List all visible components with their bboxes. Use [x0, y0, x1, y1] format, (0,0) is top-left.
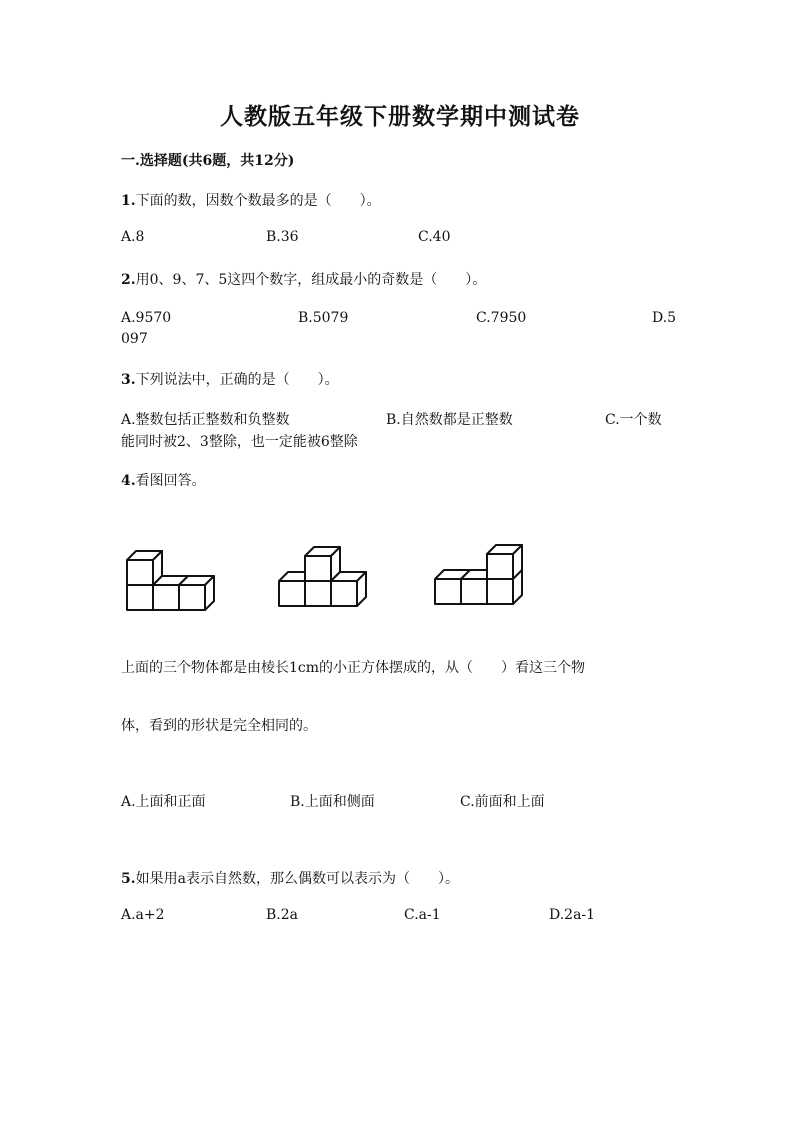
question-text: 用0、9、7、5这四个数字，组成最小的奇数是（ ）。: [135, 272, 487, 288]
question-1: [121, 190, 381, 210]
q1-option-c: C.40: [418, 229, 451, 245]
q2-option-a: A.9570: [121, 310, 172, 326]
cube-figure-1: [127, 551, 214, 610]
q5-option-d: D.2a-1: [549, 907, 596, 923]
question-number: 1.: [121, 193, 136, 209]
q5-option-c: C.a-1: [404, 907, 441, 923]
question-text: 下面的数，因数个数最多的是（ ）。: [135, 193, 381, 209]
q5-option-b: B.2a: [266, 907, 298, 923]
q2-option-d-wrap: 097: [121, 331, 148, 347]
q3-option-c-wrap: 能同时被2、3整除，也一定能被6整除: [121, 434, 358, 450]
question-number: 3.: [121, 372, 136, 388]
question-text: 如果用a表示自然数，那么偶数可以表示为（ ）。: [135, 871, 459, 887]
q2-option-c: C.7950: [476, 310, 527, 326]
q1-option-b: B.36: [266, 229, 299, 245]
question-4: [121, 470, 206, 490]
q4-option-b: B.上面和侧面: [290, 794, 375, 810]
section-heading: 一.选择题(共6题，共12分): [121, 153, 295, 169]
q3-option-b: B.自然数都是正整数: [386, 412, 513, 428]
question-text: 下列说法中，正确的是（ ）。: [135, 372, 339, 388]
question-2: [121, 269, 486, 289]
question-text: 看图回答。: [135, 473, 206, 489]
cube-figure-2: [279, 547, 366, 606]
q2-option-b: B.5079: [298, 310, 349, 326]
page-title: 人教版五年级下册数学期中测试卷: [220, 103, 580, 130]
q5-option-a: A.a+2: [121, 907, 165, 923]
q2-option-d: D.5: [652, 310, 677, 326]
q3-option-a: A.整数包括正整数和负整数: [121, 412, 290, 428]
question-5: [121, 868, 459, 888]
question-3: [121, 369, 339, 389]
cube-figures: [115, 535, 535, 625]
question-number: 5.: [121, 871, 136, 887]
q4-option-a: A.上面和正面: [121, 794, 206, 810]
q4-prompt-line-1: 上面的三个物体都是由棱长1cm的小正方体摆成的，从（ ）看这三个物: [121, 660, 586, 676]
cube-figure-3: [435, 545, 522, 604]
q1-option-a: A.8: [121, 229, 145, 245]
question-number: 2.: [121, 272, 136, 288]
q3-option-c: C.一个数: [605, 412, 662, 428]
question-number: 4.: [121, 473, 136, 489]
q4-prompt-line-2: 体，看到的形状是完全相同的。: [121, 718, 317, 734]
q4-option-c: C.前面和上面: [460, 794, 545, 810]
